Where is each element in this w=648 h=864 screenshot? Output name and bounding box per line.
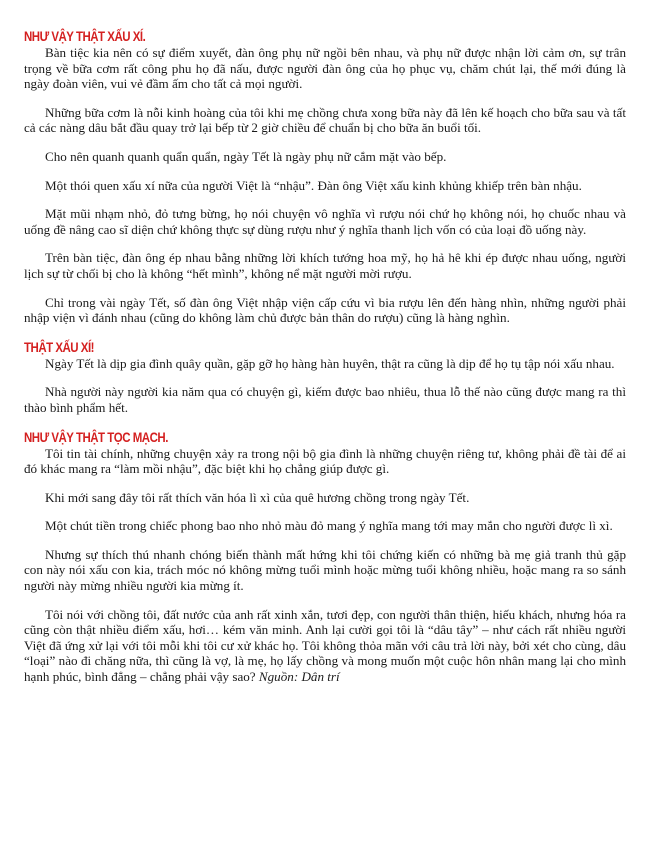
paragraph: Chỉ trong vài ngày Tết, số đàn ông Việt nhập viện cấp cứu vì bia rượu lên đến hàng nhìn, những người phải nhập viện vì đánh nhau (cũng do không làm chủ được bản thân do rượu) cũng là hàng nghìn.: [24, 294, 626, 326]
paragraph: Trên bàn tiệc, đàn ông ép nhau bằng những lời khích tướng hoa mỹ, họ hả hê khi ép được nhau uống, người lịch sự từ chối bị cho là không “hết mình”, không nể mặt người mời rượu.: [24, 250, 626, 281]
paragraph-text: Tôi nói với chồng tôi, đất nước của anh rất xinh xắn, tươi đẹp, con người thân thiện, hiếu khách, nhưng hóa ra cũng còn thật nhiều điểm xấu, hơi… kém văn minh. Anh lại cười gọi tôi là “dâu tây” – như cách rất nhiều người Việt đã ứng xử lại với tôi mỗi khi tôi cư xử khác họ. Tôi không thỏa mãn với câu trả lời này, bởi xét cho cùng, dâu “loại” nào đi chăng nữa, thì cũng là vợ, là mẹ, họ lấy chồng và mong muốn một cuộc hôn nhân mang lại cho mình hạnh phúc, bình đẳng – chẳng phải vậy sao?: [24, 606, 626, 685]
paragraph: Ngày Tết là dịp gia đình quây quần, gặp gỡ họ hàng hàn huyên, thật ra cũng là dịp để họ tụ tập nói xấu nhau.: [45, 355, 615, 371]
section-2: [24, 339, 626, 416]
paragraph: Nhà người này người kia năm qua có chuyện gì, kiếm được bao nhiêu, thua lỗ thế nào cũng được mang ra thì thào bình phẩm hết.: [24, 384, 626, 415]
source-credit: Nguồn: Dân trí: [258, 669, 340, 685]
section-heading: THẬT XẤU XÍ!: [24, 338, 94, 355]
final-paragraph: [24, 607, 626, 685]
paragraph: Bàn tiệc kia nên có sự điểm xuyết, đàn ông phụ nữ ngồi bên nhau, và phụ nữ được nhận lời cảm ơn, sự trân trọng về bữa cơm rất công phu họ đã nấu, được người đàn ông của họ phục vụ, chăm chút lại, thế mới đúng là ngày đoàn viên, vui vẻ đầm ấm cho tất cả mọi người.: [24, 45, 626, 92]
paragraph: Khi mới sang đây tôi rất thích văn hóa lì xì của quê hương chồng trong ngày Tết.: [45, 489, 470, 505]
paragraph: Mặt mũi nhạm nhỏ, đỏ tưng bừng, họ nói chuyện vô nghĩa vì rượu nói chứ họ không nói, họ chuốc nhau và uống đề nâng cao sĩ diện chứ không thực sự dùng rượu như ý nghĩa thanh lịch vốn có của loại đồ uống này.: [24, 206, 626, 237]
paragraph: Một chút tiền trong chiếc phong bao nho nhỏ màu đỏ mang ý nghĩa mang tới may mắn cho người được lì xì.: [45, 518, 613, 534]
article: [24, 28, 626, 698]
section-heading: NHƯ VẬY THẬT TỌC MẠCH.: [24, 428, 168, 445]
section-1: [24, 28, 626, 326]
paragraph: Những bữa cơm là nỗi kinh hoàng của tôi khi mẹ chồng chưa xong bữa này đã lên kế hoạch cho bữa sau và tất cả các nàng dâu bắt đầu quay trở lại bếp từ 2 giờ chiều để chuẩn bị cho bữa ăn buổi tối.: [24, 104, 626, 136]
paragraph: Nhưng sự thích thú nhanh chóng biến thành mất hứng khi tôi chứng kiến có những bà mẹ giả tranh thủ gặp con này nói xấu con kia, trách móc nó không mừng tuổi mình hoặc mừng tuổi không nhiều, hoặc mang ra so sánh người này mừng nhiều người kia mừng ít.: [24, 546, 626, 594]
paragraph: Một thói quen xấu xí nữa của người Việt là “nhậu”. Đàn ông Việt xấu kinh khủng khiếp trên bàn nhậu.: [45, 177, 582, 193]
paragraph: Tôi tin tài chính, những chuyện xảy ra trong nội bộ gia đình là những chuyện riêng tư, không phải đề tài để ai đó khác mang ra “làm mồi nhậu”, đặc biệt khi họ chẳng giúp được gì.: [24, 445, 626, 477]
section-heading: NHƯ VẬY THẬT XẤU XÍ.: [24, 28, 146, 44]
paragraph: Cho nên quanh quanh quẩn quẩn, ngày Tết là ngày phụ nữ cắm mặt vào bếp.: [45, 148, 447, 164]
section-3: [24, 429, 626, 685]
